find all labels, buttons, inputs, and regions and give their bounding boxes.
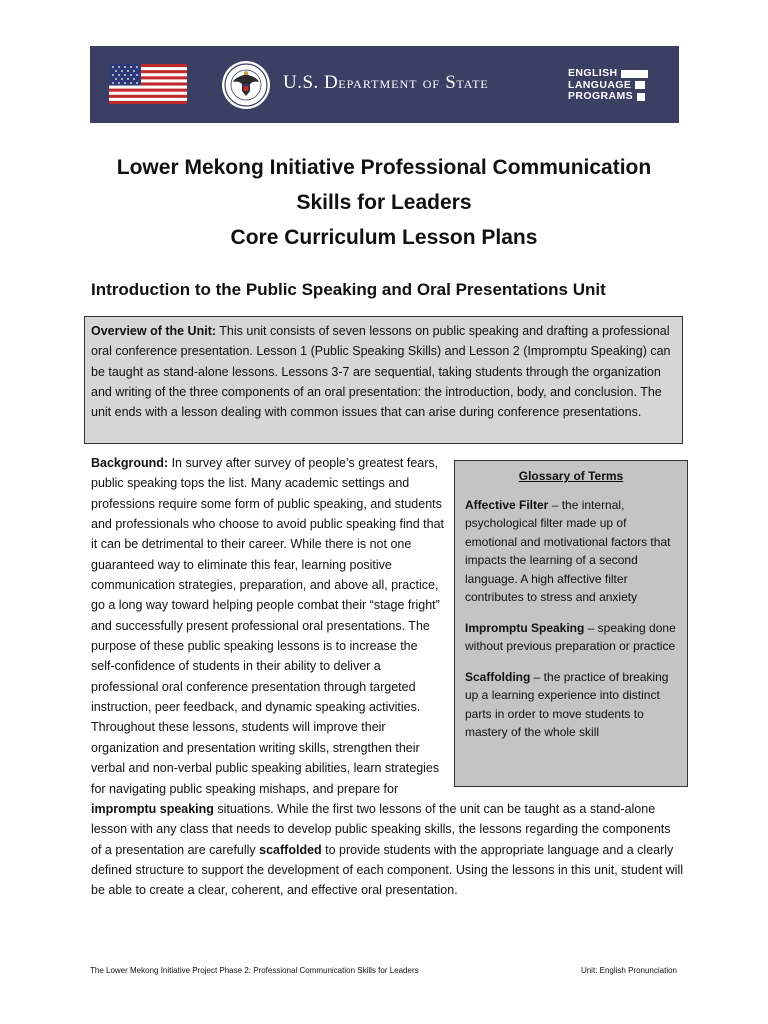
glossary-term: Scaffolding – the practice of breaking up a learning experience into distinct parts in order to move students to mastery of the whole skill <box>465 669 669 739</box>
overview-label: Overview of the Unit: <box>91 324 217 338</box>
document-title-line-2: Skills for Leaders <box>296 191 472 214</box>
department-of-state-title: U.S. DEPARTMENT OF STATE <box>283 72 489 93</box>
footer-unit-name: Unit: English Pronunciation <box>580 966 677 975</box>
background-paragraph: Background: In survey after survey of people’s greatest fears, public speaking tops the list. Many academic settings and professions require some form of public speaking, and students and professionals who choose to avoid public speaking find that it can be detrimental to their career. While there is not one guaranteed way to eliminate this fear, learning positive communication strategies, preparation, and above all, practice, go a long way toward helping people combat their “stage fright” and successfully present professional oral presentations. The purpose of these public speaking lessons is to increase the self-confidence of students in their ability to deliver a professional oral conference presentation through targeted instruction, peer feedback, and dynamic speaking activities. Throughout these lessons, students will improve their organization and presentation writing skills, strengthen their verbal and non-verbal public speaking abilities, learn strategies for navigating public speaking mishaps, and prepare for impromptu speaking situations. While the first two lessons of the unit can be taught as a stand-alone lesson with any class that needs to develop public speaking skills, the lessons regarding the components of a presentation are carefully scaffolded to provide students with the appropriate language and a clearly defined structure to support the development of each component. Using the lessons in this unit, student will be able to create a clear, coherent, and effective oral presentation. <box>91 456 684 898</box>
document-title-line-3: Core Curriculum Lesson Plans <box>230 226 538 249</box>
us-flag-icon <box>109 64 187 104</box>
english-language-programs-logo: ENGLISH LANGUAGE PROGRAMS <box>568 68 648 103</box>
glossary-title: Glossary of Terms <box>518 469 624 483</box>
document-title-line-1: Lower Mekong Initiative Professional Communication <box>116 156 652 179</box>
overview-text: This unit consists of seven lessons on public speaking and drafting a professional oral conference presentation. Lesson 1 (Public Speaking Skills) and Lesson 2 (Impromptu Speaking) can be taught as stand-alone lessons. Lessons 3-7 are sequential, taking students through the organization and writing of the three components of an oral presentation: the introduction, body, and conclusion. The unit ends with a lesson dealing with common issues that can arise during conference presentations. <box>91 324 671 420</box>
glossary-term: Impromptu Speaking – speaking done without previous preparation or practice <box>465 620 676 653</box>
section-heading: Introduction to the Public Speaking and Oral Presentations Unit <box>91 280 606 299</box>
overview-box <box>84 316 683 444</box>
department-seal-icon <box>221 60 271 110</box>
footer-project-name: The Lower Mekong Initiative Project Phase 2: Professional Communication Skills for Leaders <box>90 966 419 975</box>
background-label: Background: <box>91 456 169 470</box>
glossary-term: Affective Filter – the internal, psychological filter made up of emotional and motivational factors that impacts the learning of a second language. A high affective filter contributes to stress and anxiety <box>465 497 671 604</box>
header-banner <box>90 46 679 123</box>
